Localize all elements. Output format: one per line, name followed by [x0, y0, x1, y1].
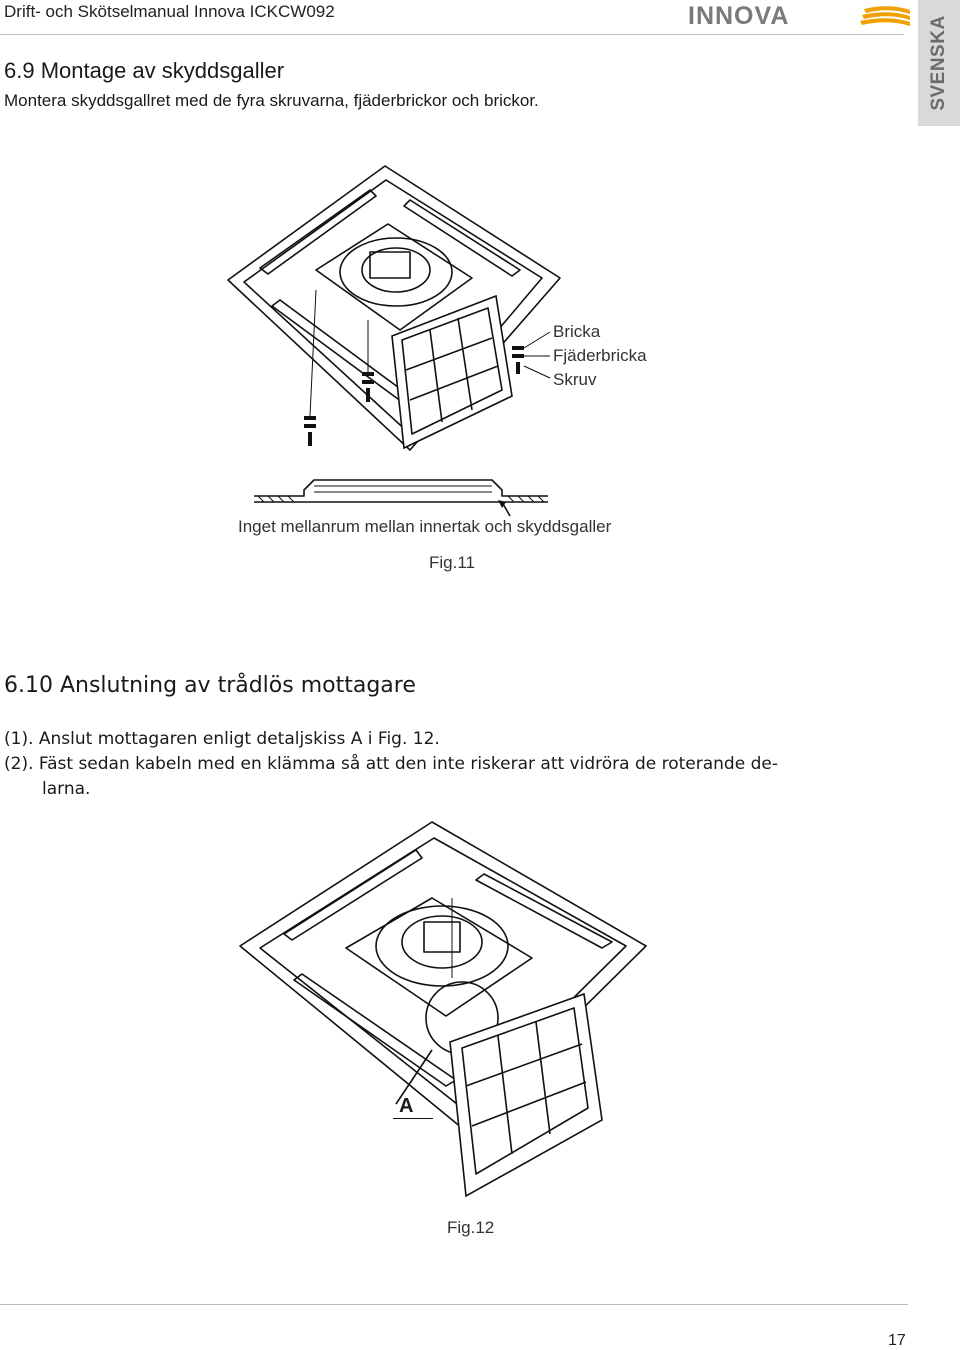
fig11-grille-illustration [220, 160, 580, 460]
innova-logo-icon [688, 3, 912, 29]
footer-divider [0, 1304, 908, 1305]
brand-logo [688, 3, 912, 34]
section-6-9-text: Montera skyddsgallret med de fyra skruvarna, fjäderbrickor och brickor. [4, 91, 539, 110]
section-6-10-item-2-line-1: (2). Fäst sedan kabeln med en klämma så att den inte riskerar att vidröra de roterande de- [4, 754, 778, 774]
fig11-ceiling-section [254, 472, 554, 512]
fig11-screw-right [512, 346, 524, 350]
language-tab-label: SVENSKA [928, 15, 949, 111]
fig11-note: Inget mellanrum mellan innertak och skyddsgaller [238, 517, 612, 536]
header-divider [0, 34, 904, 35]
fig12-detail-label: A [399, 1095, 414, 1117]
fig12-detail-underline [393, 1118, 433, 1119]
section-6-10-item-1: (1). Anslut mottagaren enligt detaljskiss A i Fig. 12. [4, 729, 440, 749]
section-6-10-item-2-line-2: larna. [42, 779, 91, 799]
callout-bricka: Bricka [553, 322, 601, 341]
fig11-panel [228, 166, 560, 450]
callout-skruv: Skruv [553, 370, 597, 389]
fig11-screw-left [304, 416, 316, 420]
section-6-9-heading: 6.9 Montage av skyddsgaller [4, 58, 285, 83]
document-title: Drift- och Skötselmanual Innova ICKCW092 [4, 2, 335, 21]
language-tab [918, 0, 960, 126]
fig11-caption: Fig.11 [429, 553, 475, 572]
fig11-screw-mid [362, 372, 374, 376]
section-6-10-heading: 6.10 Anslutning av trådlös mottagare [4, 673, 416, 698]
page-number: 17 [888, 1332, 906, 1349]
fig11-grille [392, 296, 512, 448]
fig12-receiver-illustration [236, 818, 656, 1208]
callout-fjaderbricka: Fjäderbricka [553, 346, 647, 365]
fig12-caption: Fig.12 [447, 1218, 495, 1237]
fig11-callouts [553, 320, 647, 392]
brand-wordmark: INNOVA [688, 2, 790, 30]
